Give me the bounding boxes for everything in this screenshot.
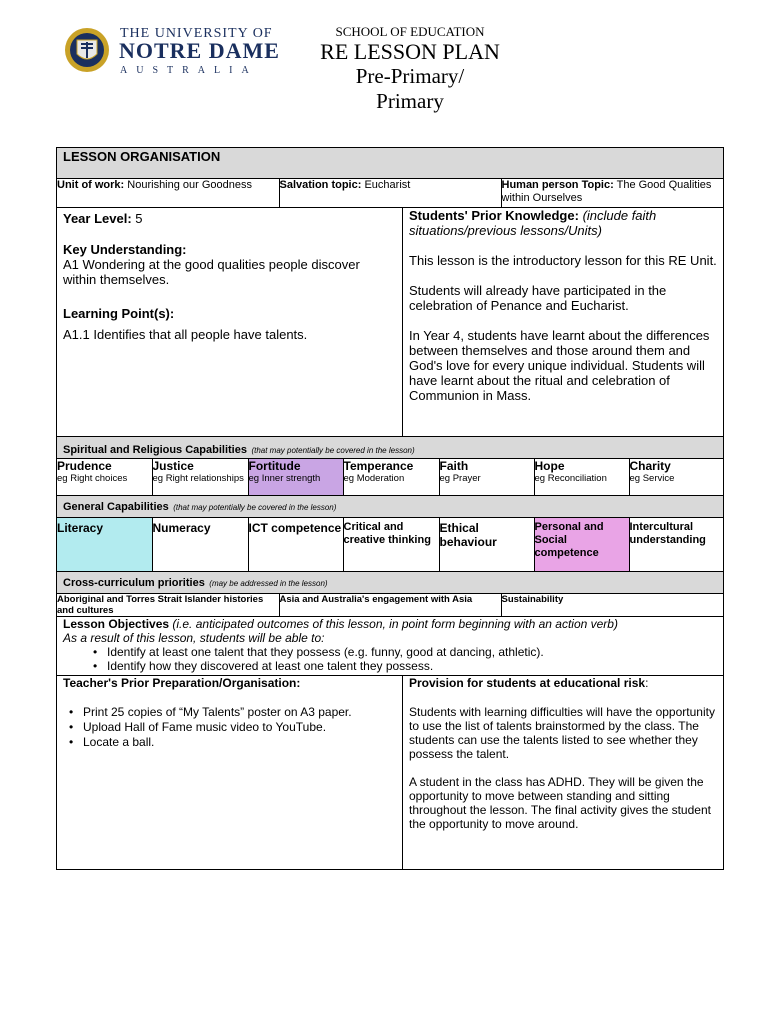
school-name: SCHOOL OF EDUCATION [335, 24, 485, 39]
cross-curriculum-row [57, 594, 724, 617]
capability-example: eg Inner strength [248, 473, 321, 484]
university-name-line1: THE UNIVERSITY OF [120, 26, 273, 41]
spiritual-heading [57, 437, 724, 459]
teacher-preparation [57, 676, 403, 870]
unit-value: Nourishing our Goodness [127, 179, 253, 191]
educational-risk-provision [403, 676, 724, 870]
preparation-label: Teacher's Prior Preparation/Organisation: [63, 676, 301, 690]
provision-p2: A student in the class has ADHD. They will be given the opportunity to move between standing and sitting throughout the lesson. The final activity gives the student the opportunity to move around. [409, 775, 711, 831]
capability-charity [629, 459, 723, 495]
capability-name: Prudence [57, 459, 112, 473]
salvation-value: Eucharist [364, 179, 411, 191]
learning-points-value: A1.1 Identifies that all people have talents. [63, 327, 308, 342]
general-numeracy [152, 518, 248, 571]
objectives-list [63, 645, 717, 673]
general-title: General Capabilities [63, 501, 169, 513]
human-value: The Good Qualities within Ourselves [501, 179, 712, 204]
cross-curriculum-title: Cross-curriculum priorities [63, 577, 205, 589]
prior-knowledge-heading [409, 208, 717, 238]
capability-faith [439, 459, 534, 495]
university-logo [62, 24, 280, 80]
spiritual-table [57, 459, 723, 495]
spiritual-note: (that may potentially be covered in the lesson) [251, 446, 415, 455]
general-capabilities-row [57, 518, 724, 572]
general-table [57, 518, 723, 571]
provision-label: Provision for students at educational risk [409, 676, 646, 690]
lesson-plan-table [56, 147, 724, 870]
topic-table [57, 179, 723, 207]
preparation-item: • Upload Hall of Fame music video to YouTube. [63, 720, 396, 735]
cross-curriculum-sustainability: Sustainability [501, 594, 723, 616]
general-ethical [439, 518, 534, 571]
capability-example: eg Moderation [343, 473, 405, 484]
human-person-topic [501, 179, 723, 207]
key-understanding-label: Key Understanding: [63, 242, 187, 257]
objective-item: • Identify at least one talent that they possess (e.g. funny, good at dancing, athletic). [87, 645, 717, 659]
salvation-label: Salvation topic: [279, 179, 362, 191]
general-heading [57, 496, 724, 518]
year-level-value: 5 [135, 211, 143, 226]
capability-name: Temperance [343, 459, 414, 473]
prior-knowledge-p1: This lesson is the introductory lesson for this RE Unit. [409, 253, 717, 268]
capability-fortitude [248, 459, 343, 495]
spiritual-capabilities-row [57, 459, 724, 496]
preparation-item: • Print 25 copies of “My Talents” poster on A3 paper. [63, 705, 396, 720]
general-note: (that may potentially be covered in the lesson) [173, 503, 337, 512]
capability-example: eg Right choices [57, 473, 128, 484]
cross-curriculum-heading [57, 572, 724, 594]
provision-colon: : [645, 676, 649, 690]
key-understanding-value: A1 Wondering at the good qualities people discover within themselves. [63, 257, 360, 287]
general-item-label: Personal and Social competence [534, 521, 604, 559]
general-item-label: Critical and creative thinking [343, 521, 431, 546]
unit-label: Unit of work: [57, 179, 125, 191]
university-crest-icon [64, 26, 110, 74]
prior-knowledge-cell [403, 208, 724, 437]
capability-name: Charity [629, 459, 671, 473]
unit-of-work [57, 179, 279, 207]
capability-example: eg Right relationships [152, 473, 244, 484]
general-item-label: Numeracy [152, 521, 211, 535]
capability-name: Fortitude [248, 459, 301, 473]
capability-name: Hope [534, 459, 565, 473]
general-item-label: Ethical behaviour [439, 521, 497, 549]
cross-curriculum-asia: Asia and Australia's engagement with Asia [279, 594, 501, 616]
objectives-label: Lesson Objectives [63, 617, 170, 631]
preparation-item: • Locate a ball. [63, 735, 396, 750]
salvation-topic [279, 179, 501, 207]
provision-heading [409, 676, 717, 690]
cross-curriculum-table [57, 594, 723, 616]
general-personal-social [534, 518, 629, 571]
lesson-organisation-title: LESSON ORGANISATION [63, 149, 221, 164]
prior-knowledge-hint: (include faith situations/previous lessons/Units) [409, 208, 657, 238]
objectives-intro: As a result of this lesson, students will be able to: [63, 631, 325, 645]
general-literacy [57, 518, 152, 571]
capability-example: eg Service [629, 473, 675, 484]
prior-knowledge-p2: Students will already have participated in the celebration of Penance and Eucharist. [409, 283, 667, 313]
prior-knowledge-label: Students' Prior Knowledge: [409, 208, 579, 223]
capability-name: Justice [152, 459, 194, 473]
capability-example: eg Reconciliation [534, 473, 607, 484]
document-title: RE LESSON PLAN [320, 39, 500, 64]
document-subtitle-1: Pre-Primary/ [355, 64, 465, 88]
prior-knowledge-p3: In Year 4, students have learnt about the differences between themselves and those around them and God's love for every unique individual. Students will have learnt about the ritual and celebration of Communion in Mass. [409, 328, 710, 403]
general-item-label: ICT competence [248, 521, 342, 535]
general-ict [248, 518, 343, 571]
general-item-label: Intercultural understanding [629, 521, 706, 546]
objectives-heading [63, 617, 717, 631]
capability-temperance [343, 459, 439, 495]
document-subtitle-2: Primary [376, 89, 444, 113]
general-item-label: Literacy [57, 521, 104, 535]
university-name-line3: AUSTRALIA [120, 65, 258, 76]
learning-points-label: Learning Point(s): [63, 306, 175, 321]
preparation-list [63, 705, 396, 750]
objectives-hint: (i.e. anticipated outcomes of this lesson, in point form beginning with an action verb) [172, 617, 618, 631]
capability-name: Faith [439, 459, 469, 473]
provision-p1: Students with learning difficulties will have the opportunity to use the list of talents brainstormed by the class. The students can use the talents listed to see whether they possess the talent. [409, 705, 715, 761]
capability-prudence [57, 459, 152, 495]
topic-row [57, 179, 724, 208]
general-intercultural [629, 518, 723, 571]
lesson-objectives [57, 617, 724, 676]
spiritual-title: Spiritual and Religious Capabilities [63, 444, 247, 456]
document-header [300, 24, 520, 114]
university-name-line2: NOTRE DAME [119, 38, 280, 63]
cross-curriculum-note: (may be addressed in the lesson) [209, 579, 328, 588]
cross-curriculum-aboriginal: Aboriginal and Torres Strait Islander histories and cultures [57, 594, 279, 616]
year-level-label: Year Level: [63, 211, 132, 226]
general-critical-thinking [343, 518, 439, 571]
objective-item: • Identify how they discovered at least one talent they possess. [87, 659, 717, 673]
year-level [63, 211, 396, 226]
lesson-details-cell [57, 208, 403, 437]
capability-example: eg Prayer [439, 473, 481, 484]
capability-hope [534, 459, 629, 495]
lesson-organisation-heading [57, 148, 724, 179]
capability-justice [152, 459, 248, 495]
human-label: Human person Topic: [501, 179, 614, 191]
